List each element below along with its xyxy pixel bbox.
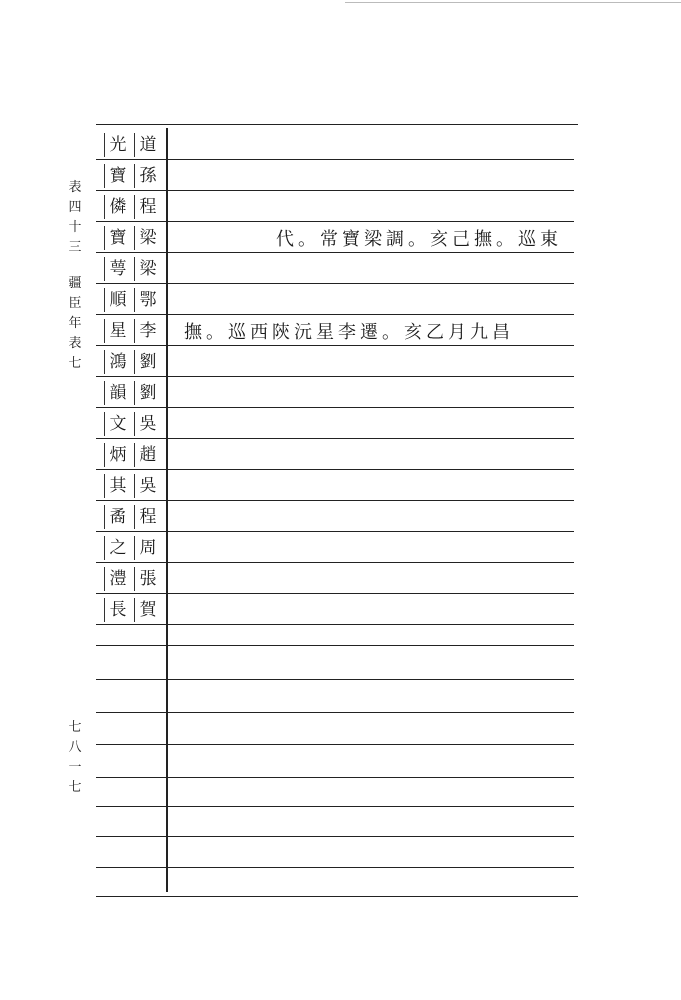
- name-char: 梁: [134, 257, 159, 281]
- table-row: [100, 315, 164, 346]
- name-char: 程: [134, 195, 159, 219]
- side-heading-gap: [66, 258, 84, 274]
- name-char: 炳: [104, 443, 129, 467]
- page-number-char: 一: [68, 760, 82, 775]
- side-heading-char: 年: [68, 316, 82, 331]
- name-char: 李: [134, 319, 159, 343]
- table-row: [100, 408, 164, 439]
- side-heading-char: 臣: [68, 296, 82, 311]
- table-row: [100, 253, 164, 284]
- table-row: [100, 377, 164, 408]
- name-char: 劉: [134, 350, 159, 374]
- page-number-char: 七: [68, 780, 82, 795]
- table-row: [100, 563, 164, 594]
- name-char: 其: [104, 474, 129, 498]
- name-char: 張: [134, 567, 159, 591]
- name-char: 趙: [134, 443, 159, 467]
- page-number-char: 七: [68, 720, 82, 735]
- name-char: 道: [134, 133, 159, 157]
- entry-row-4: 代。常寶梁調。亥己撫。巡東: [276, 229, 562, 250]
- name-char: 順: [104, 288, 129, 312]
- side-heading-char: 十: [68, 220, 82, 235]
- side-heading-char: 七: [68, 356, 82, 371]
- table-row: [100, 470, 164, 501]
- name-char: 寶: [104, 226, 129, 250]
- side-heading: [66, 178, 84, 374]
- name-char: 周: [134, 536, 159, 560]
- table-row: [100, 594, 164, 625]
- name-char: 鄂: [134, 288, 159, 312]
- table-row: [100, 222, 164, 253]
- side-heading-char: 三: [68, 240, 82, 255]
- side-heading-char: 四: [68, 200, 82, 215]
- name-char: 孫: [134, 164, 159, 188]
- page-number: [66, 718, 84, 798]
- name-char: 劉: [134, 381, 159, 405]
- table-row: [100, 439, 164, 470]
- table-rule: [96, 124, 578, 125]
- table-rule: [96, 896, 578, 897]
- name-char: 光: [104, 133, 129, 157]
- side-heading-char: 疆: [68, 276, 82, 291]
- table-row: [100, 129, 164, 160]
- entry-row-7: 撫。巡西陝沅星李遷。亥乙月九昌: [184, 322, 514, 343]
- name-char: 之: [104, 536, 129, 560]
- table-row: [100, 191, 164, 222]
- name-char: 澧: [104, 567, 129, 591]
- name-char: 吳: [134, 412, 159, 436]
- name-char: 賀: [134, 598, 159, 622]
- name-char: 韻: [104, 381, 129, 405]
- name-char: 吳: [134, 474, 159, 498]
- name-char: 鴻: [104, 350, 129, 374]
- top-border: [345, 2, 681, 3]
- name-char: 萼: [104, 257, 129, 281]
- table-row: [100, 501, 164, 532]
- page-number-char: 八: [68, 740, 82, 755]
- column-divider: [166, 128, 168, 892]
- name-char: 長: [104, 598, 129, 622]
- name-char: 程: [134, 505, 159, 529]
- name-char: 星: [104, 319, 129, 343]
- table-row: [100, 346, 164, 377]
- table-row: [100, 284, 164, 315]
- name-char: 寶: [104, 164, 129, 188]
- table-row: [100, 532, 164, 563]
- name-char: 梁: [134, 226, 159, 250]
- table-row: [100, 160, 164, 191]
- name-char: 僯: [104, 195, 129, 219]
- name-column: [100, 129, 164, 625]
- name-char: 矞: [104, 505, 129, 529]
- side-heading-char: 表: [68, 180, 82, 195]
- side-heading-char: 表: [68, 336, 82, 351]
- name-char: 文: [104, 412, 129, 436]
